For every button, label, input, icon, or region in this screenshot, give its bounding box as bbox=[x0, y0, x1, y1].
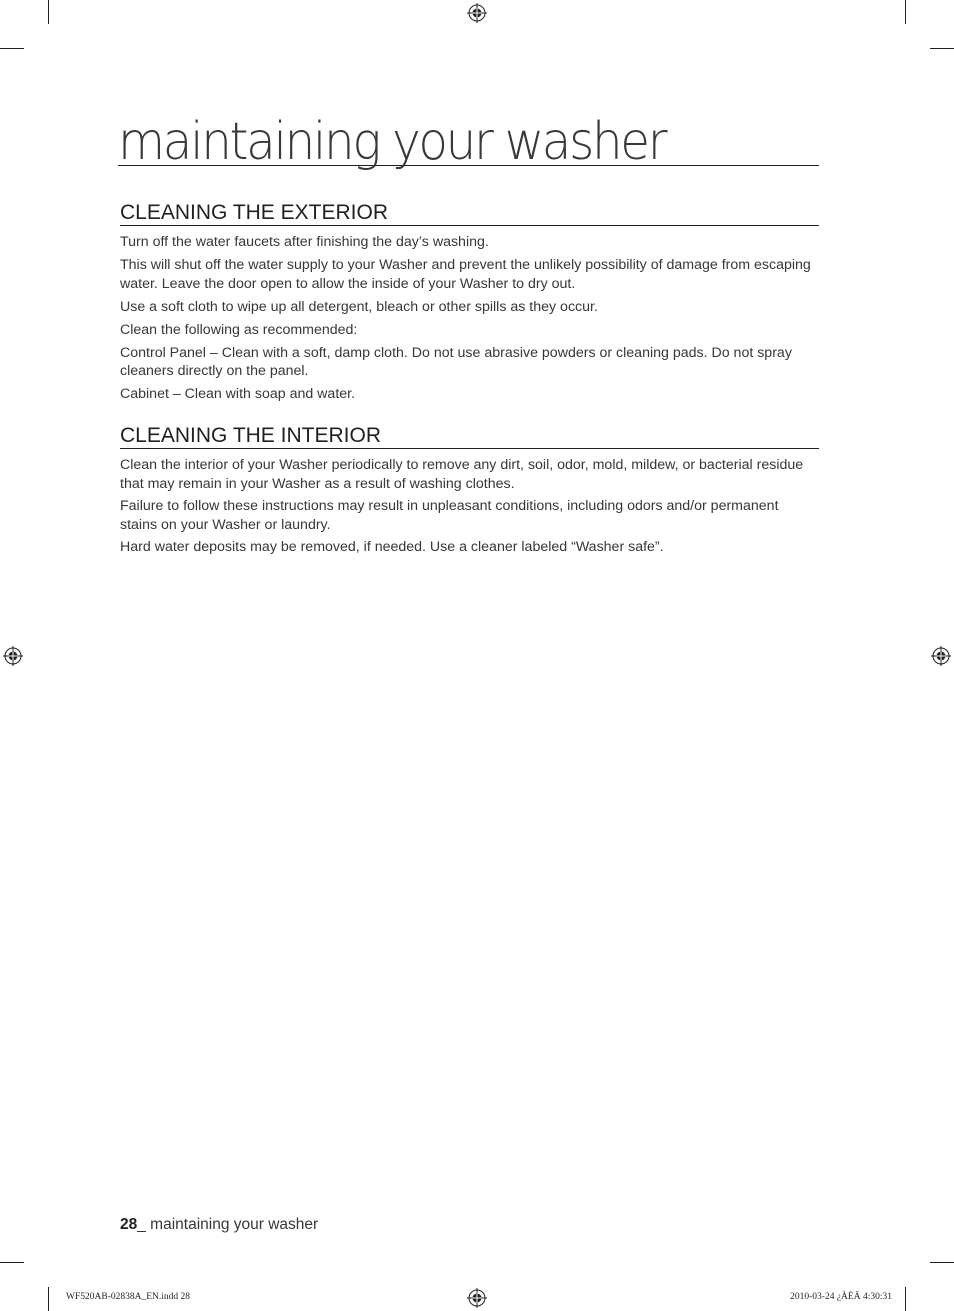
crop-mark-bottom-left-h bbox=[0, 1262, 24, 1263]
paragraph: Cabinet – Clean with soap and water. bbox=[120, 386, 356, 402]
paragraph: Clean the interior of your Washer periodically to remove any dirt, soil, odor, mold, mildew, or bacterial residue that may remain in your Washer as a result of washing clothes. bbox=[120, 457, 804, 492]
registration-mark-icon bbox=[931, 646, 951, 666]
page-title-text: maintaining your washer bbox=[118, 112, 666, 172]
section-cleaning-exterior bbox=[120, 200, 819, 404]
paragraph: Clean the following as recommended: bbox=[120, 321, 358, 338]
footer-label: _ maintaining your washer bbox=[137, 1216, 319, 1233]
paragraph: This will shut off the water supply to your Washer and prevent the unlikely possibility of damage from escaping water. Leave the door open to allow the inside of your Washer to dry out. bbox=[120, 257, 811, 292]
section-heading: CLEANING THE INTERIOR bbox=[120, 423, 819, 449]
slug-timestamp: 2010-03-24 ¿ÀÈÄ 4:30:31 bbox=[790, 1292, 892, 1302]
paragraph: Failure to follow these instructions may result in unpleasant conditions, including odors and/or permanent stains on your Washer or laundry. bbox=[120, 498, 779, 533]
registration-mark-icon bbox=[3, 646, 23, 666]
crop-mark-top-left-h bbox=[0, 48, 24, 49]
crop-mark-top-left bbox=[48, 0, 49, 24]
paragraph: Hard water deposits may be removed, if needed. Use a cleaner labeled “Washer safe”. bbox=[120, 539, 664, 555]
page-title bbox=[118, 112, 819, 172]
section-cleaning-interior bbox=[120, 423, 819, 557]
registration-mark-icon bbox=[467, 3, 487, 23]
page-number: 28 bbox=[120, 1216, 138, 1233]
crop-mark-bottom-right-h bbox=[930, 1262, 954, 1263]
paragraph: Turn off the water faucets after finishing the day’s washing. bbox=[120, 234, 489, 250]
slug-filename: WF520AB-02838A_EN.indd 28 bbox=[66, 1292, 191, 1302]
registration-mark-icon bbox=[467, 1288, 487, 1308]
section-heading: CLEANING THE EXTERIOR bbox=[120, 200, 819, 226]
crop-mark-bottom-left bbox=[48, 1287, 49, 1311]
crop-mark-top-right-h bbox=[930, 48, 954, 49]
paragraph: Use a soft cloth to wipe up all detergent, bleach or other spills as they occur. bbox=[120, 298, 598, 315]
crop-mark-top-right bbox=[905, 0, 906, 24]
page-footer bbox=[120, 1216, 318, 1234]
crop-mark-bottom-right bbox=[905, 1287, 906, 1311]
paragraph: Control Panel – Clean with a soft, damp cloth. Do not use abrasive powders or cleaning pads. Do not spray cleaners directly on the panel. bbox=[120, 344, 792, 379]
